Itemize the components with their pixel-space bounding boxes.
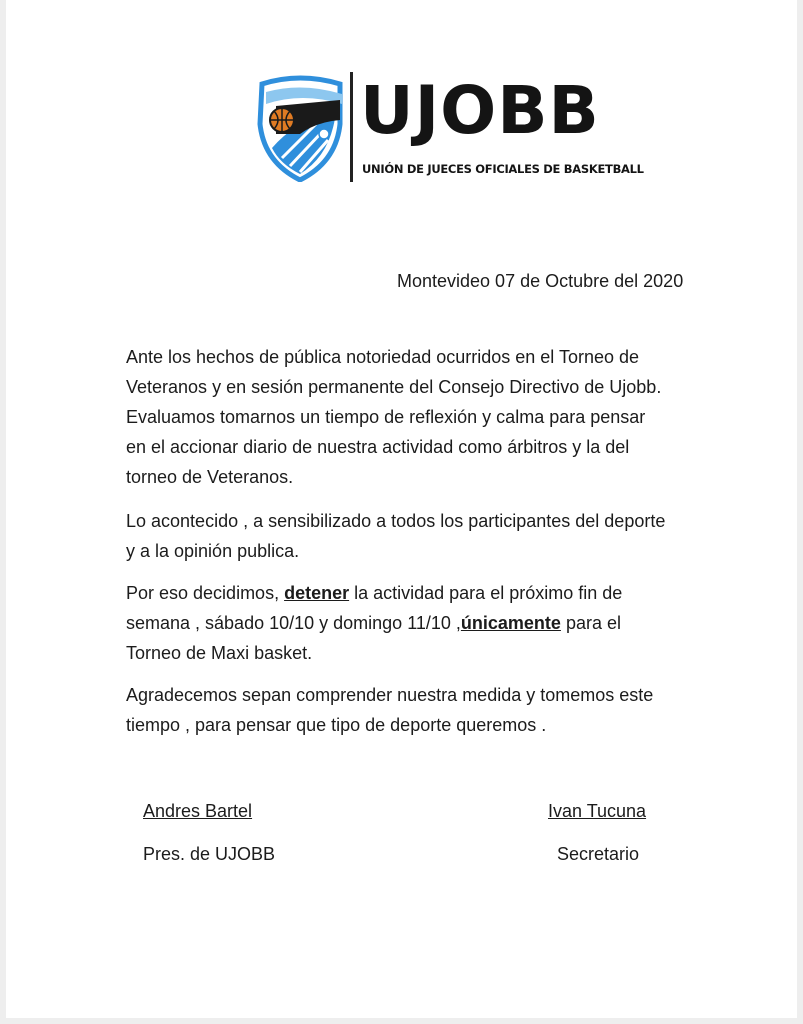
paragraph-impact: Lo acontecido , a sensibilizado a todos los participantes del deporte y a la opinión publica. bbox=[126, 511, 666, 561]
emphasis-detener: detener bbox=[284, 583, 350, 603]
ujobb-logo bbox=[256, 68, 644, 188]
signature-left-role: Pres. de UJOBB bbox=[143, 844, 276, 864]
signature-left-name: Andres Bartel bbox=[143, 801, 253, 821]
logo-subtitle: UNIÓN DE JUECES OFICIALES DE BASKETBALL bbox=[362, 162, 644, 176]
date-line: Montevideo 07 de Octubre del 2020 bbox=[397, 271, 684, 291]
signature-right-name: Ivan Tucuna bbox=[548, 801, 647, 821]
logo-divider bbox=[350, 72, 353, 182]
referee-whistle-shield-icon bbox=[256, 70, 344, 182]
logo-wordmark: UJOBB bbox=[360, 72, 600, 149]
decision-text-1: Por eso decidimos, bbox=[126, 583, 285, 603]
paragraph-decision bbox=[126, 578, 726, 668]
signature-right-role: Secretario bbox=[557, 844, 640, 864]
paragraph-closing: Agradecemos sepan comprender nuestra medida y tomemos este tiempo , para pensar que tipo de deporte queremos . bbox=[126, 685, 654, 735]
document-page bbox=[6, 0, 797, 1018]
emphasis-unicamente: únicamente bbox=[460, 613, 561, 633]
decision-text-2: la actividad para el próximo fin de semana , sábado 10/10 y domingo 11/10 , bbox=[126, 583, 623, 633]
decision-text-3: para el Torneo de Maxi basket. bbox=[126, 613, 621, 663]
paragraph-intro: Ante los hechos de pública notoriedad ocurridos en el Torneo de Veteranos y en sesión permanente del Consejo Directivo de Ujobb. Evaluamos tomarnos un tiempo de reflexión y calma para pensar en el accionar diario de nuestra actividad como árbitros y la del torneo de Veteranos. bbox=[126, 347, 662, 487]
